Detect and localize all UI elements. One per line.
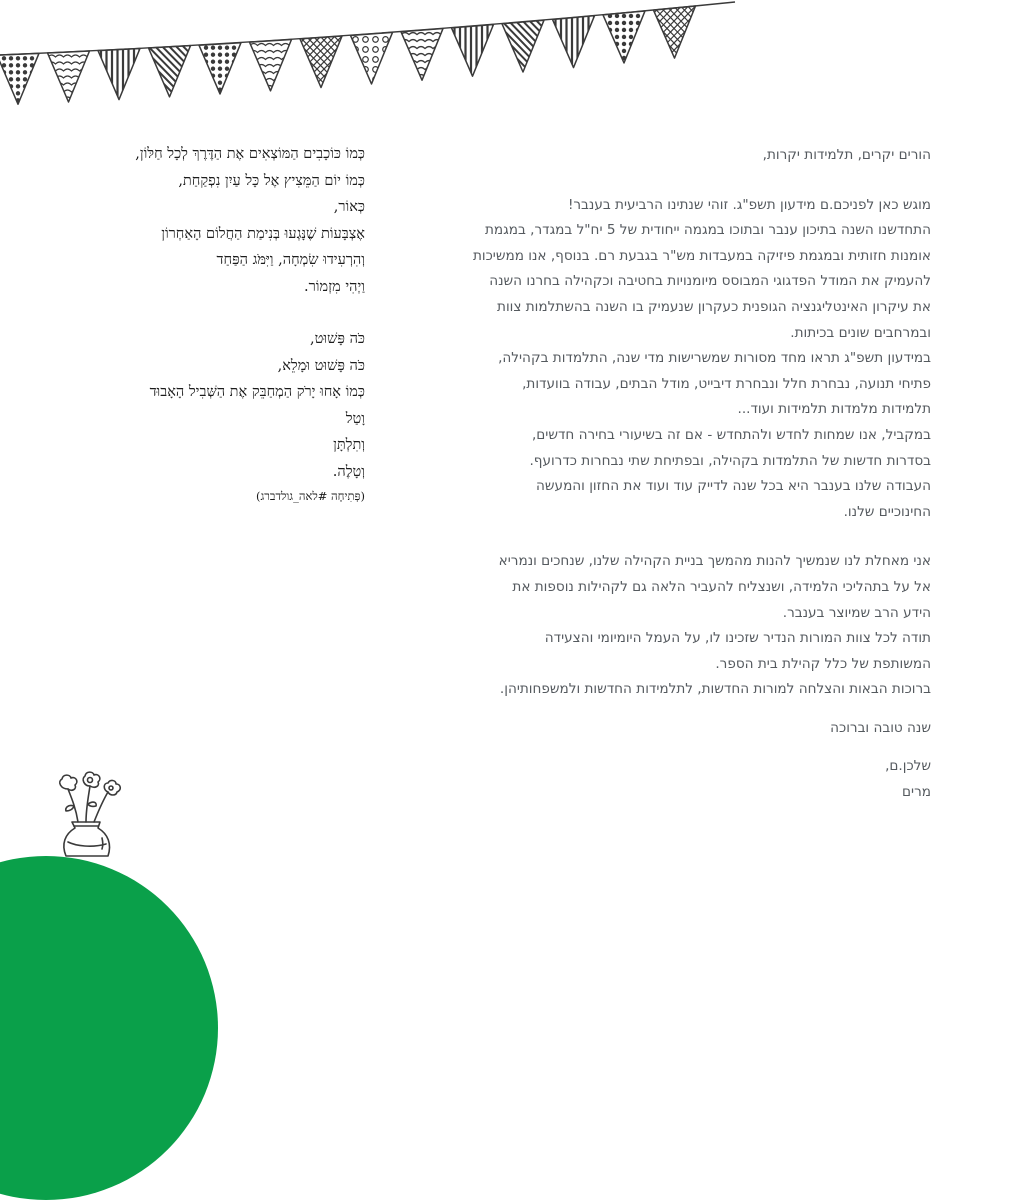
flower-vase-icon bbox=[48, 764, 138, 864]
letter-signature: מרים bbox=[902, 784, 931, 801]
letter-welcome: ברוכות הבאות והצלחה למורות החדשות, לתלמידות החדשות ולמשפחותיהן. bbox=[499, 681, 931, 698]
green-hill bbox=[0, 856, 218, 1200]
principal-letter bbox=[425, 143, 931, 806]
bunting-flag bbox=[351, 32, 393, 84]
poem-block bbox=[60, 141, 365, 507]
bunting-flag bbox=[98, 48, 140, 99]
bunting-flag bbox=[48, 51, 96, 102]
bunting-garland bbox=[0, 0, 1024, 140]
bunting-flag bbox=[604, 6, 794, 58]
bunting-flag bbox=[401, 29, 449, 81]
letter-paragraph-work: העבודה שלנו בענבר היא בכל שנה לדייק עוד ועוד את החזון והמעשה החינוכיים שלנו. bbox=[536, 478, 931, 520]
bunting-flag bbox=[603, 11, 647, 63]
bunting-flag bbox=[452, 24, 494, 76]
poem-credit: (פְּתִיחָה #לאה_גולדברג) bbox=[255, 489, 365, 503]
letter-paragraph-wishes: אני מאחלת לנו שנמשיך להנות מהמשך בניית הקהילה שלנו, שנחכים ונמריא אל על בתהליכי הלמידה, ושנצליח להעביר הלאה גם לקהילות נוספות את הידע הרב שמיוצר בענבר. bbox=[498, 553, 931, 621]
letter-paragraph-thanks: תודה לכל צוות המורות הנדיר שזכינו לו, על העמל היומיומי והצעידה המשותפת של כלל קהילת בית הספר. bbox=[544, 630, 931, 672]
poem-stanza-2: כֹּה פָּשׁוּט, כֹּה פָּשׁוּט וּמָלֵא, כְּמוֹ אָחוּ יָרֹק הַמְחַבֵּק אֶת הַשְּׁבִיל הָאָבוּד וָטַל וְתִלְתָּן וְטָלֶה. bbox=[149, 331, 365, 480]
bunting-flag bbox=[99, 46, 289, 97]
bunting-flag bbox=[553, 16, 595, 68]
letter-paragraph-traditions: במידעון תשפ"ג תראו מחד מסורות שמשרישות מדי שנה, התלמדות בקהילה, פתיחי תנועה, נבחרת חלל ונבחרת דיבייט, מודל הבתים, עבודה בוועדות, תלמידות מלמדות תלמידות ועוד... bbox=[498, 350, 931, 418]
letter-paragraph-intro: מוגש כאן לפניכם.ם מידעון תשפ"ג. זוהי שנתינו הרביעית בענבר! התחדשנו השנה בתיכון ענבר ובתוכו במגמה ייחודית של 5 יח"ל במגדר, במגמת אומנות חזותית ובמגמת פיזיקה במעבדות מש"ר בגבעת רם. בנוסף, אנו ממשיכות להעמיק את המודל הפדגוגי המבוסס מיומנויות בחטיבה וכקהילה בחרנו השנה את עיקרון האינטליגנציה הגופנית כעקרון שנעמיק בו השנה בהשתלמות צוות ובמרחבים שונים בכיתות. bbox=[472, 196, 931, 341]
poem-stanza-1: כְּמוֹ כּוֹכָבִים הַמּוֹצְאִים אֶת הַדֶּרֶךְ לְכָל חַלּוֹן, כְּמוֹ יוֹם הַמֵּצִיץ אֶל כָּל עַיִן נִפְקַחַת, כְּאוֹר, אֶצְבָּעוֹת שֶׁנָּגְעוּ בְּנִימַת הַחֲלוֹם הָאַחְרוֹן וְהִרְעִידוּ שִׂמְחָה, וַיִּמֹּג הַפַּחַד וַיְהִי מִזְמוֹר. bbox=[135, 146, 365, 295]
letter-greeting: הורים יקרים, תלמידות יקרות, bbox=[762, 147, 931, 163]
letter-paragraph-new: במקביל, אנו שמחות לחדש ולהתחדש - אם זה בשיעורי בחירה חדשים, בסדרות חדשות של התלמדות בקהילה, ובפתיחת שתי נבחרות כדרועף. bbox=[529, 426, 931, 469]
letter-signoff: שלכן.ם, bbox=[885, 758, 931, 775]
bunting-flag bbox=[452, 20, 642, 72]
bunting-flag bbox=[199, 43, 243, 94]
bunting-flag bbox=[250, 39, 298, 90]
letter-closing: שנה טובה וברוכה bbox=[830, 719, 931, 736]
bunting-flag bbox=[0, 53, 41, 104]
